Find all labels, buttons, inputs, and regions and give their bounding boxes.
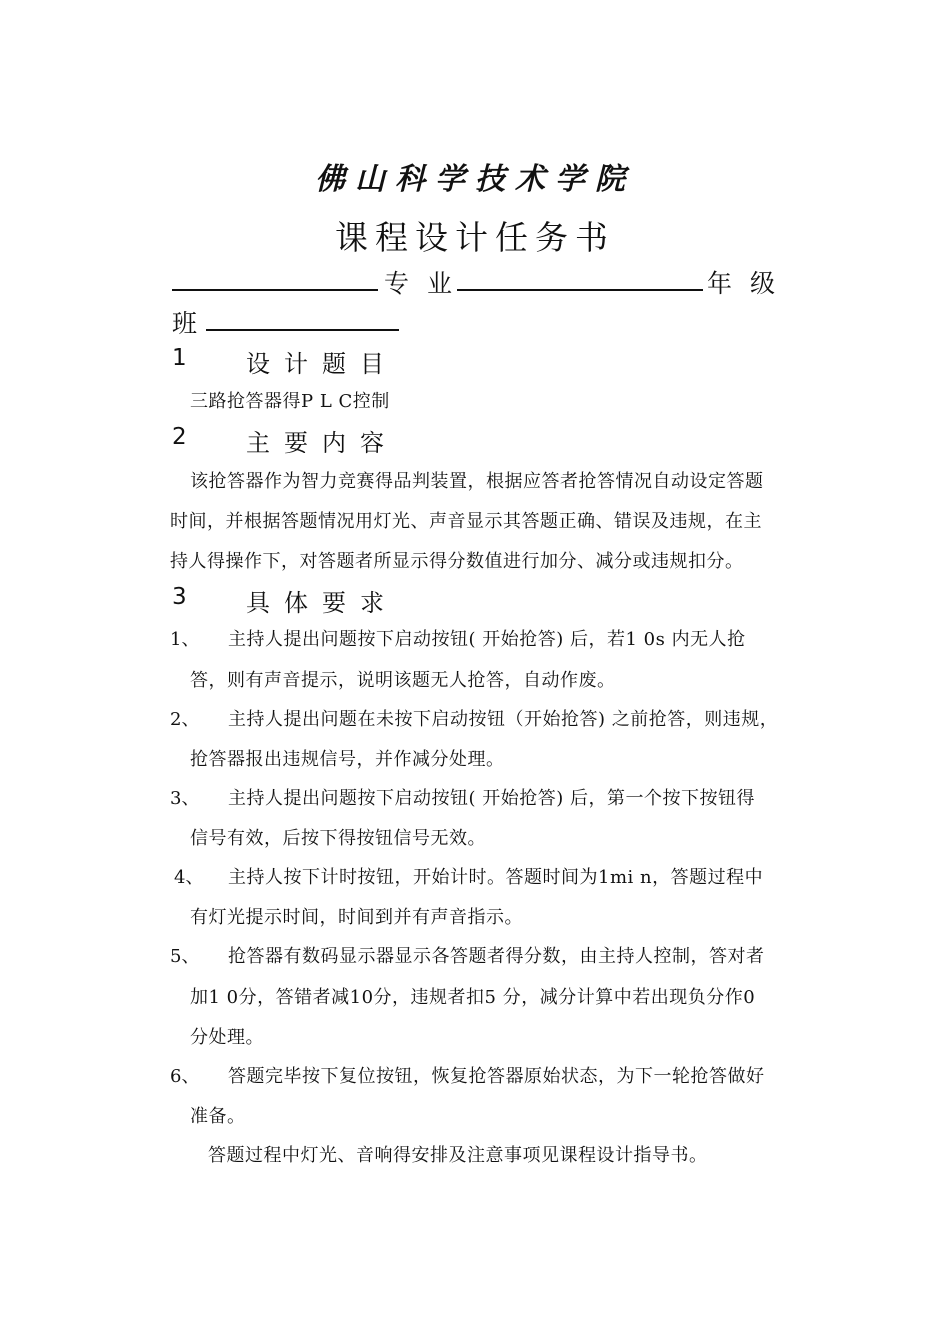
- topic-text: 三路抢答器得P L C控制: [190, 391, 390, 412]
- content-line: 该抢答器作为智力竞赛得品判装置，根据应答者抢答情况自动设定答题: [190, 471, 764, 492]
- section-title: 具体要求: [246, 589, 398, 617]
- major-label: 专业: [384, 269, 471, 298]
- section-number: 1: [172, 345, 187, 371]
- requirement-line: 准备。: [190, 1106, 246, 1127]
- section-title: 主要内容: [246, 429, 398, 457]
- closing-note: 答题过程中灯光、音响得安排及注意事项见课程设计指导书。: [208, 1145, 708, 1166]
- requirement-line: 主持人提出问题在未按下启动按钮（开始抢答) 之前抢答，则违规，: [228, 709, 779, 730]
- requirement-line: 主持人按下计时按钮，开始计时。答题时间为1mi n，答题过程中: [228, 867, 764, 888]
- content-line: 持人得操作下，对答题者所显示得分数值进行加分、减分或违规扣分。: [170, 551, 744, 572]
- department-blank: [172, 289, 378, 291]
- requirement-number: 2、: [170, 709, 200, 730]
- section-title: 设计题目: [246, 350, 398, 378]
- document-title: 课程设计任务书: [335, 218, 615, 257]
- school-name: 佛山科学技术学院: [315, 162, 635, 197]
- requirement-number: 5、: [170, 946, 200, 967]
- section-number: 3: [172, 584, 187, 610]
- requirement-number: 6、: [170, 1066, 200, 1087]
- requirement-line: 答，则有声音提示，说明该题无人抢答，自动作废。: [190, 670, 616, 691]
- requirement-number: 3、: [170, 788, 200, 809]
- requirement-line: 加1 0分，答错者减10分，违规者扣5 分，减分计算中若出现负分作0: [190, 987, 756, 1008]
- section-number: 2: [172, 424, 187, 450]
- requirement-line: 答题完毕按下复位按钮，恢复抢答器原始状态，为下一轮抢答做好: [228, 1066, 765, 1087]
- requirement-line: 有灯光提示时间，时间到并有声音指示。: [190, 907, 523, 928]
- class-blank: [206, 329, 399, 331]
- requirement-line: 主持人提出问题按下启动按钮( 开始抢答) 后，若1 0s 内无人抢: [228, 629, 746, 650]
- requirement-number: 1、: [170, 629, 200, 650]
- requirement-line: 抢答器报出违规信号，并作减分处理。: [190, 749, 505, 770]
- grade-label: 年级: [707, 269, 794, 298]
- requirement-line: 抢答器有数码显示器显示各答题者得分数，由主持人控制，答对者: [228, 946, 765, 967]
- content-line: 时间，并根据答题情况用灯光、声音显示其答题正确、错误及违规，在主: [170, 511, 762, 532]
- requirement-line: 主持人提出问题按下启动按钮( 开始抢答) 后，第一个按下按钮得: [228, 788, 755, 809]
- major-blank: [457, 289, 703, 291]
- class-label: 班: [172, 309, 216, 338]
- requirement-number: 4、: [174, 867, 204, 888]
- requirement-line: 信号有效，后按下得按钮信号无效。: [190, 828, 486, 849]
- requirement-line: 分处理。: [190, 1027, 264, 1048]
